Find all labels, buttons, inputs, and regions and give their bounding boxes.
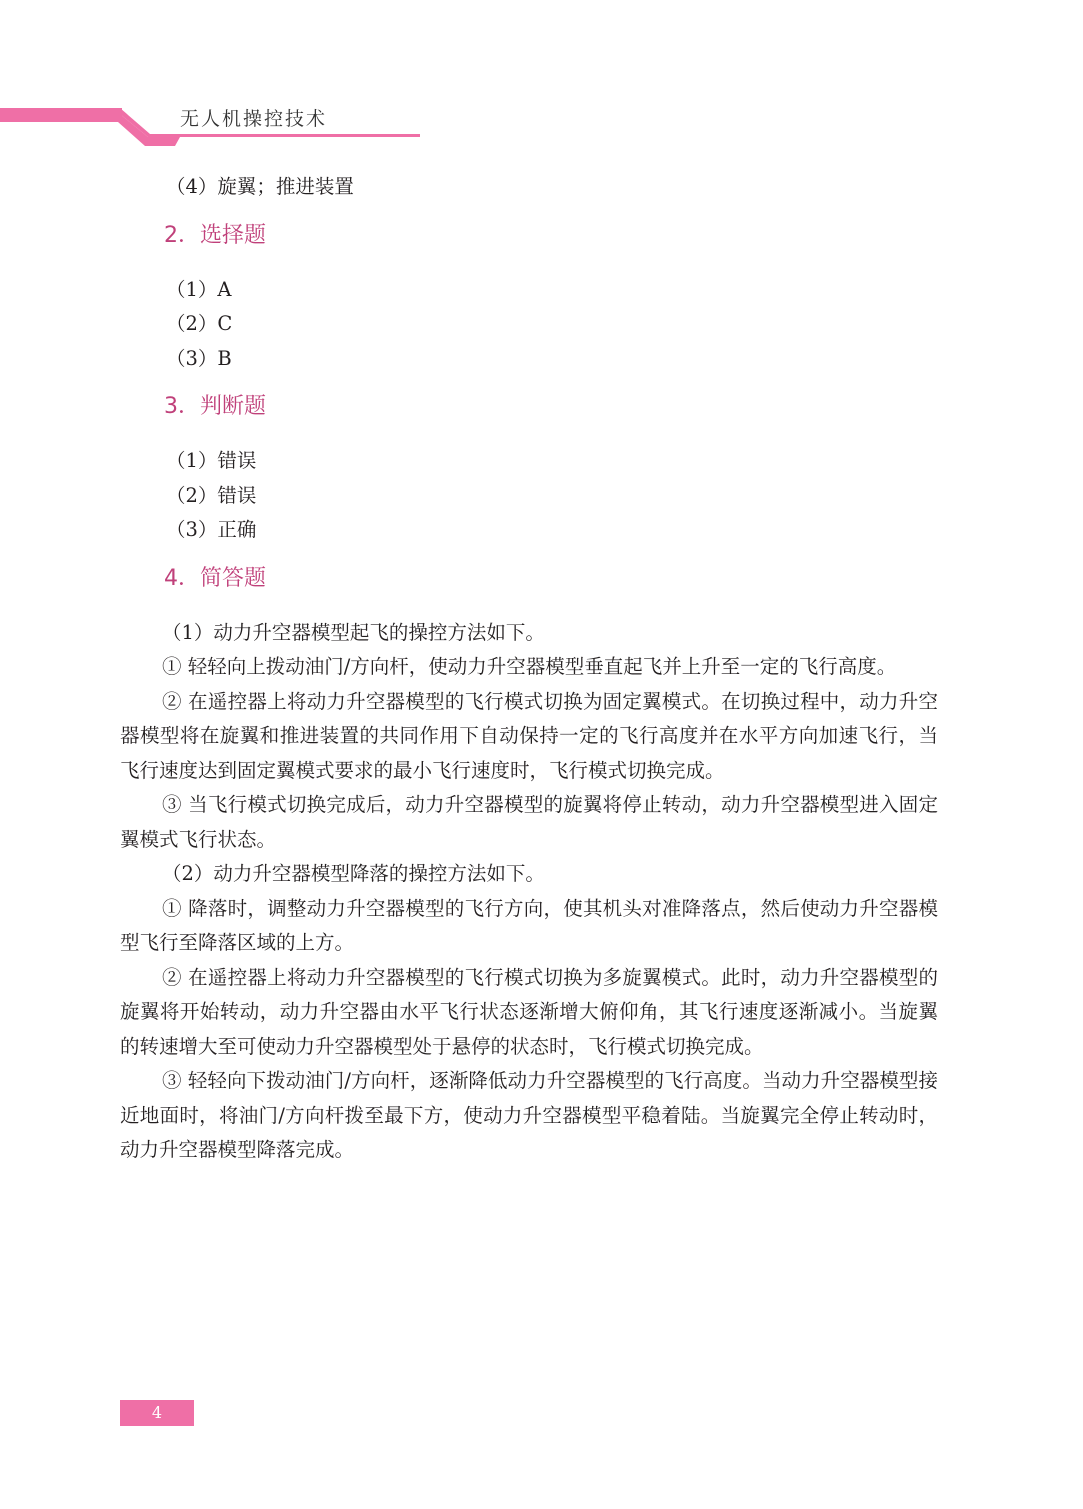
page-number-badge <box>120 1400 194 1426</box>
section-heading-judgment: 3．判断题 <box>164 394 266 419</box>
section-heading-choice: 2．选择题 <box>164 222 266 248</box>
answer-item: （3）正确 <box>166 518 257 541</box>
page-content <box>120 170 938 1168</box>
page-number: 4 <box>151 1403 163 1422</box>
answer-item: （3）B <box>166 346 232 370</box>
paragraph: ① 轻轻向上拨动油门/方向杆，使动力升空器模型垂直起飞并上升至一定的飞行高度。 <box>162 655 897 678</box>
paragraph: （2）动力升空器模型降落的操控方法如下。 <box>162 862 545 885</box>
answer-item: （2）错误 <box>166 483 257 507</box>
answer-item: （1）错误 <box>166 449 257 472</box>
running-header-title: 无人机操控技术 <box>180 108 328 130</box>
paragraph: （1）动力升空器模型起飞的操控方法如下。 <box>162 620 545 644</box>
paragraph: ③ 当飞行模式切换完成后，动力升空器模型的旋翼将停止转动，动力升空器模型进入固定翼模式飞行状态。 <box>120 793 938 851</box>
paragraph: ③ 轻轻向下拨动油门/方向杆，逐渐降低动力升空器模型的飞行高度。当动力升空器模型接近地面时，将油门/方向杆拨至最下方，使动力升空器模型平稳着陆。当旋翼完全停止转动时，动力升空器模型降落完成。 <box>120 1069 938 1161</box>
paragraph: ① 降落时，调整动力升空器模型的飞行方向，使其机头对准降落点，然后使动力升空器模型飞行至降落区域的上方。 <box>120 896 938 954</box>
answer-item: （2）C <box>166 312 233 335</box>
intro-answer-line: （4）旋翼；推进装置 <box>166 175 354 198</box>
section-heading-short-answer: 4．简答题 <box>164 565 266 591</box>
paragraph: ② 在遥控器上将动力升空器模型的飞行模式切换为多旋翼模式。此时，动力升空器模型的旋翼将开始转动，动力升空器由水平飞行状态逐渐增大俯仰角，其飞行速度逐渐减小。当旋翼的转速增大至可使动力升空器模型处于悬停的状态时，飞行模式切换完成。 <box>120 965 938 1058</box>
answer-item: （1）A <box>166 277 232 301</box>
paragraph: ② 在遥控器上将动力升空器模型的飞行模式切换为固定翼模式。在切换过程中，动力升空器模型将在旋翼和推进装置的共同作用下自动保持一定的飞行高度并在水平方向加速飞行，当飞行速度达到固定翼模式要求的最小飞行速度时，飞行模式切换完成。 <box>120 689 938 782</box>
